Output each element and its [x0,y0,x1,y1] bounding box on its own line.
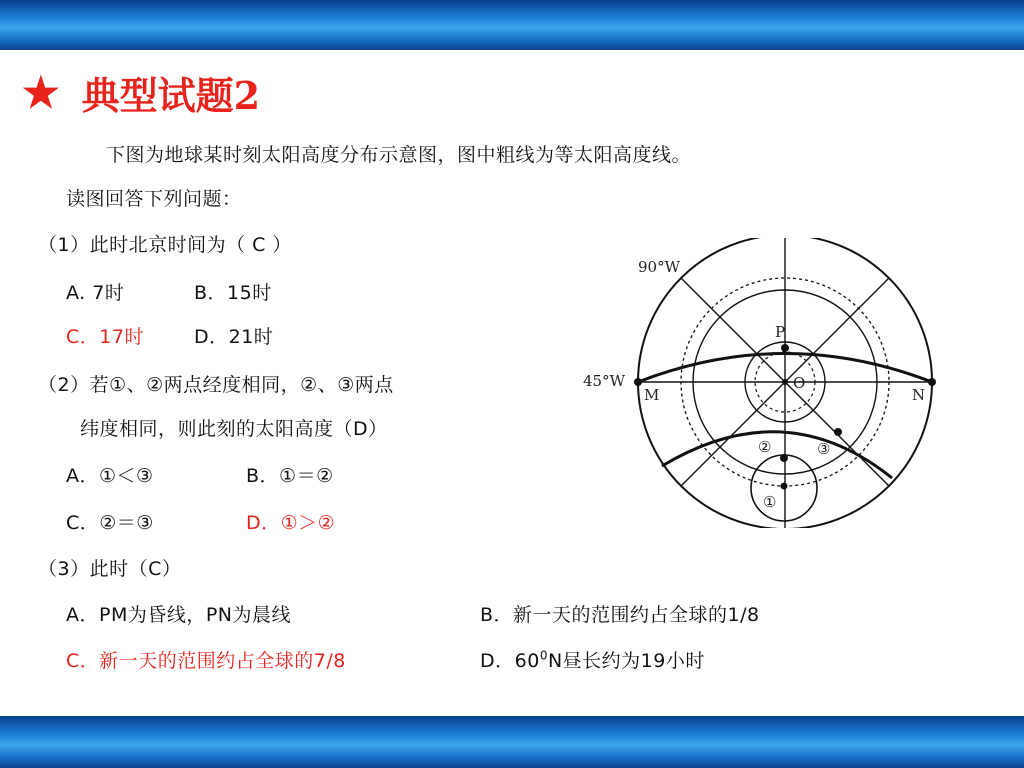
point-3 [834,428,842,436]
point-o [782,379,788,385]
label-m: M [644,386,660,404]
label-o: O [793,374,806,392]
q3-d-degree: 0 [539,648,548,663]
top-banner [0,0,1024,50]
star-icon: ★ [22,67,60,117]
q2-option-c: C．②＝③ [66,512,154,534]
bottom-banner [0,716,1024,768]
q3-option-b: B．新一天的范围约占全球的1/8 [480,604,760,626]
label-2: ② [758,438,772,456]
q3-option-d [480,646,705,673]
intro-line-1: 下图为地球某时刻太阳高度分布示意图，图中粗线为等太阳高度线。 [106,144,692,166]
sun-altitude-diagram [578,238,952,528]
q3-option-c: C．新一天的范围约占全球的7/8 [66,650,346,672]
q2-stem-2: 纬度相同，则此刻的太阳高度（D） [80,418,388,440]
q2-stem-1: （2）若①、②两点经度相同，②、③两点 [38,374,394,396]
q3-stem: （3）此时（C） [38,558,182,580]
title-text: 典型试题2 [81,72,261,118]
q1-option-c: C．17时 [66,326,144,348]
label-45w: 45°W [583,372,626,390]
q1-option-a: A. 7时 [66,282,125,304]
q3-d-suffix: N昼长约为19小时 [547,650,705,672]
q1-option-b: B．15时 [194,282,272,304]
intro-line-2: 读图回答下列问题： [66,188,242,210]
label-3: ③ [817,440,831,458]
label-1: ① [763,493,777,511]
q1-stem: （1）此时北京时间为（ C ） [38,234,292,256]
point-1 [781,483,788,490]
q2-option-b: B．①＝② [246,465,334,487]
point-n [928,378,936,386]
label-90w: 90°W [638,258,681,276]
point-m [634,378,642,386]
point-2 [780,454,788,462]
q2-option-d: D．①＞② [246,512,336,534]
slide-title [22,62,260,122]
point-p [781,344,789,352]
label-p: P [775,323,786,341]
q3-option-a: A．PM为昏线，PN为晨线 [66,604,292,626]
q1-option-d: D．21时 [194,326,274,348]
label-n: N [912,386,926,404]
q3-d-prefix: D．60 [480,650,540,672]
q2-option-a: A．①＜③ [66,465,154,487]
